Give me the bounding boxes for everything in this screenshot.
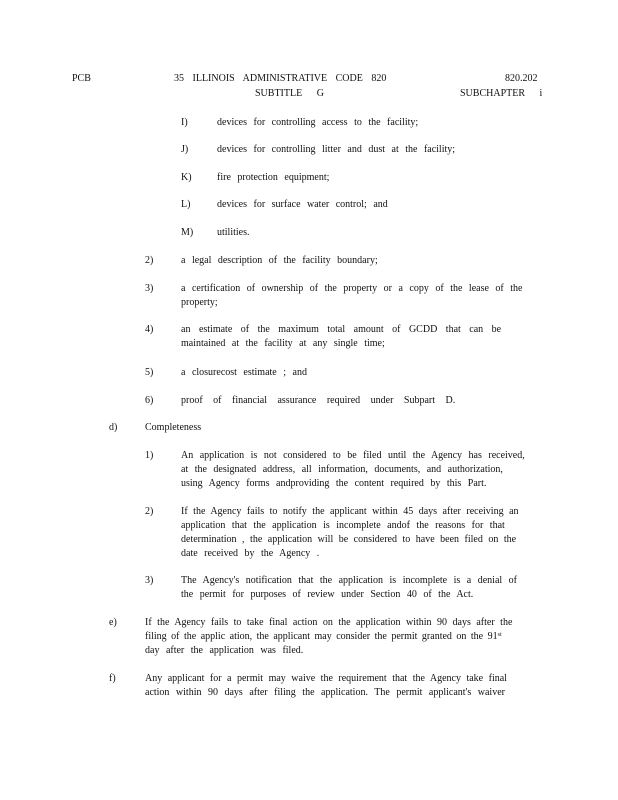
comp-text-2-line3: determination , the application will be considered to have been filed on the [181,534,517,545]
item-text-J: devices for controlling litter and dust at the facility; [217,144,456,155]
section-e-line3: day after the application was filed. [145,645,304,656]
comp-text-1-line3: using Agency forms andproviding the content required by this Part. [181,478,487,489]
comp-text-2-line4: date received by the Agency . [181,548,320,559]
comp-text-3-line2: the permit for purposes of review under Section 40 of the Act. [181,589,474,600]
num-label-4: 4) [145,324,154,335]
comp-text-1-line2: at the designated address, all information, documents, and authorization, [181,464,503,475]
comp-text-1-line1: An application is not considered to be filed until the Agency has received, [181,450,525,461]
num-text-3-line2: property; [181,297,218,308]
num-text-6: proof of financial assurance required under Subpart D. [181,395,456,406]
comp-text-2-line1: If the Agency fails to notify the applicant within 45 days after receiving an [181,506,519,517]
header-title-line2: SUBTITLE G [255,88,324,99]
header-agency: PCB [72,73,91,84]
item-text-K: fire protection equipment; [217,172,330,183]
section-e-ordinal-suffix: st [497,632,502,638]
item-label-I: I) [181,117,188,128]
header-title-line1: 35 ILLINOIS ADMINISTRATIVE CODE 820 [174,73,387,84]
item-text-L: devices for surface water control; and [217,199,388,210]
num-text-5: a closurecost estimate ; and [181,367,307,378]
header-section: 820.202 [505,73,538,84]
section-f-line1: Any applicant for a permit may waive the requirement that the Agency take final [145,673,507,684]
comp-label-3: 3) [145,575,154,586]
section-d-label: d) [109,422,118,433]
num-text-2: a legal description of the facility boundary; [181,255,378,266]
num-text-3-line1: a certification of ownership of the property or a copy of the lease of the [181,283,523,294]
comp-label-1: 1) [145,450,154,461]
num-text-4-line1: an estimate of the maximum total amount of GCDD that can be [181,324,502,335]
num-label-5: 5) [145,367,154,378]
section-e-line1: If the Agency fails to take final action on the application within 90 days after the [145,617,513,628]
num-label-6: 6) [145,395,154,406]
section-f-line2: action within 90 days after filing the application. The permit applicant's waiver [145,687,505,698]
item-label-K: K) [181,172,192,183]
section-e-label: e) [109,617,117,628]
item-text-M: utilities. [217,227,250,238]
section-e-line2 [145,630,502,644]
comp-text-3-line1: The Agency's notification that the application is incomplete is a denial of [181,575,517,586]
item-text-I: devices for controlling access to the facility; [217,117,419,128]
num-label-3: 3) [145,283,154,294]
section-f-label: f) [109,673,116,684]
section-e-line2-text: filing of the applic ation, the applicant may consider the permit granted on the 91 [145,631,498,642]
section-d-title: Completeness [145,422,202,433]
header-subchapter: SUBCHAPTER i [460,88,543,99]
item-label-J: J) [181,144,189,155]
comp-label-2: 2) [145,506,154,517]
item-label-M: M) [181,227,194,238]
comp-text-2-line2: application that the application is incomplete andof the reasons for that [181,520,505,531]
num-label-2: 2) [145,255,154,266]
num-text-4-line2: maintained at the facility at any single time; [181,338,385,349]
item-label-L: L) [181,199,191,210]
